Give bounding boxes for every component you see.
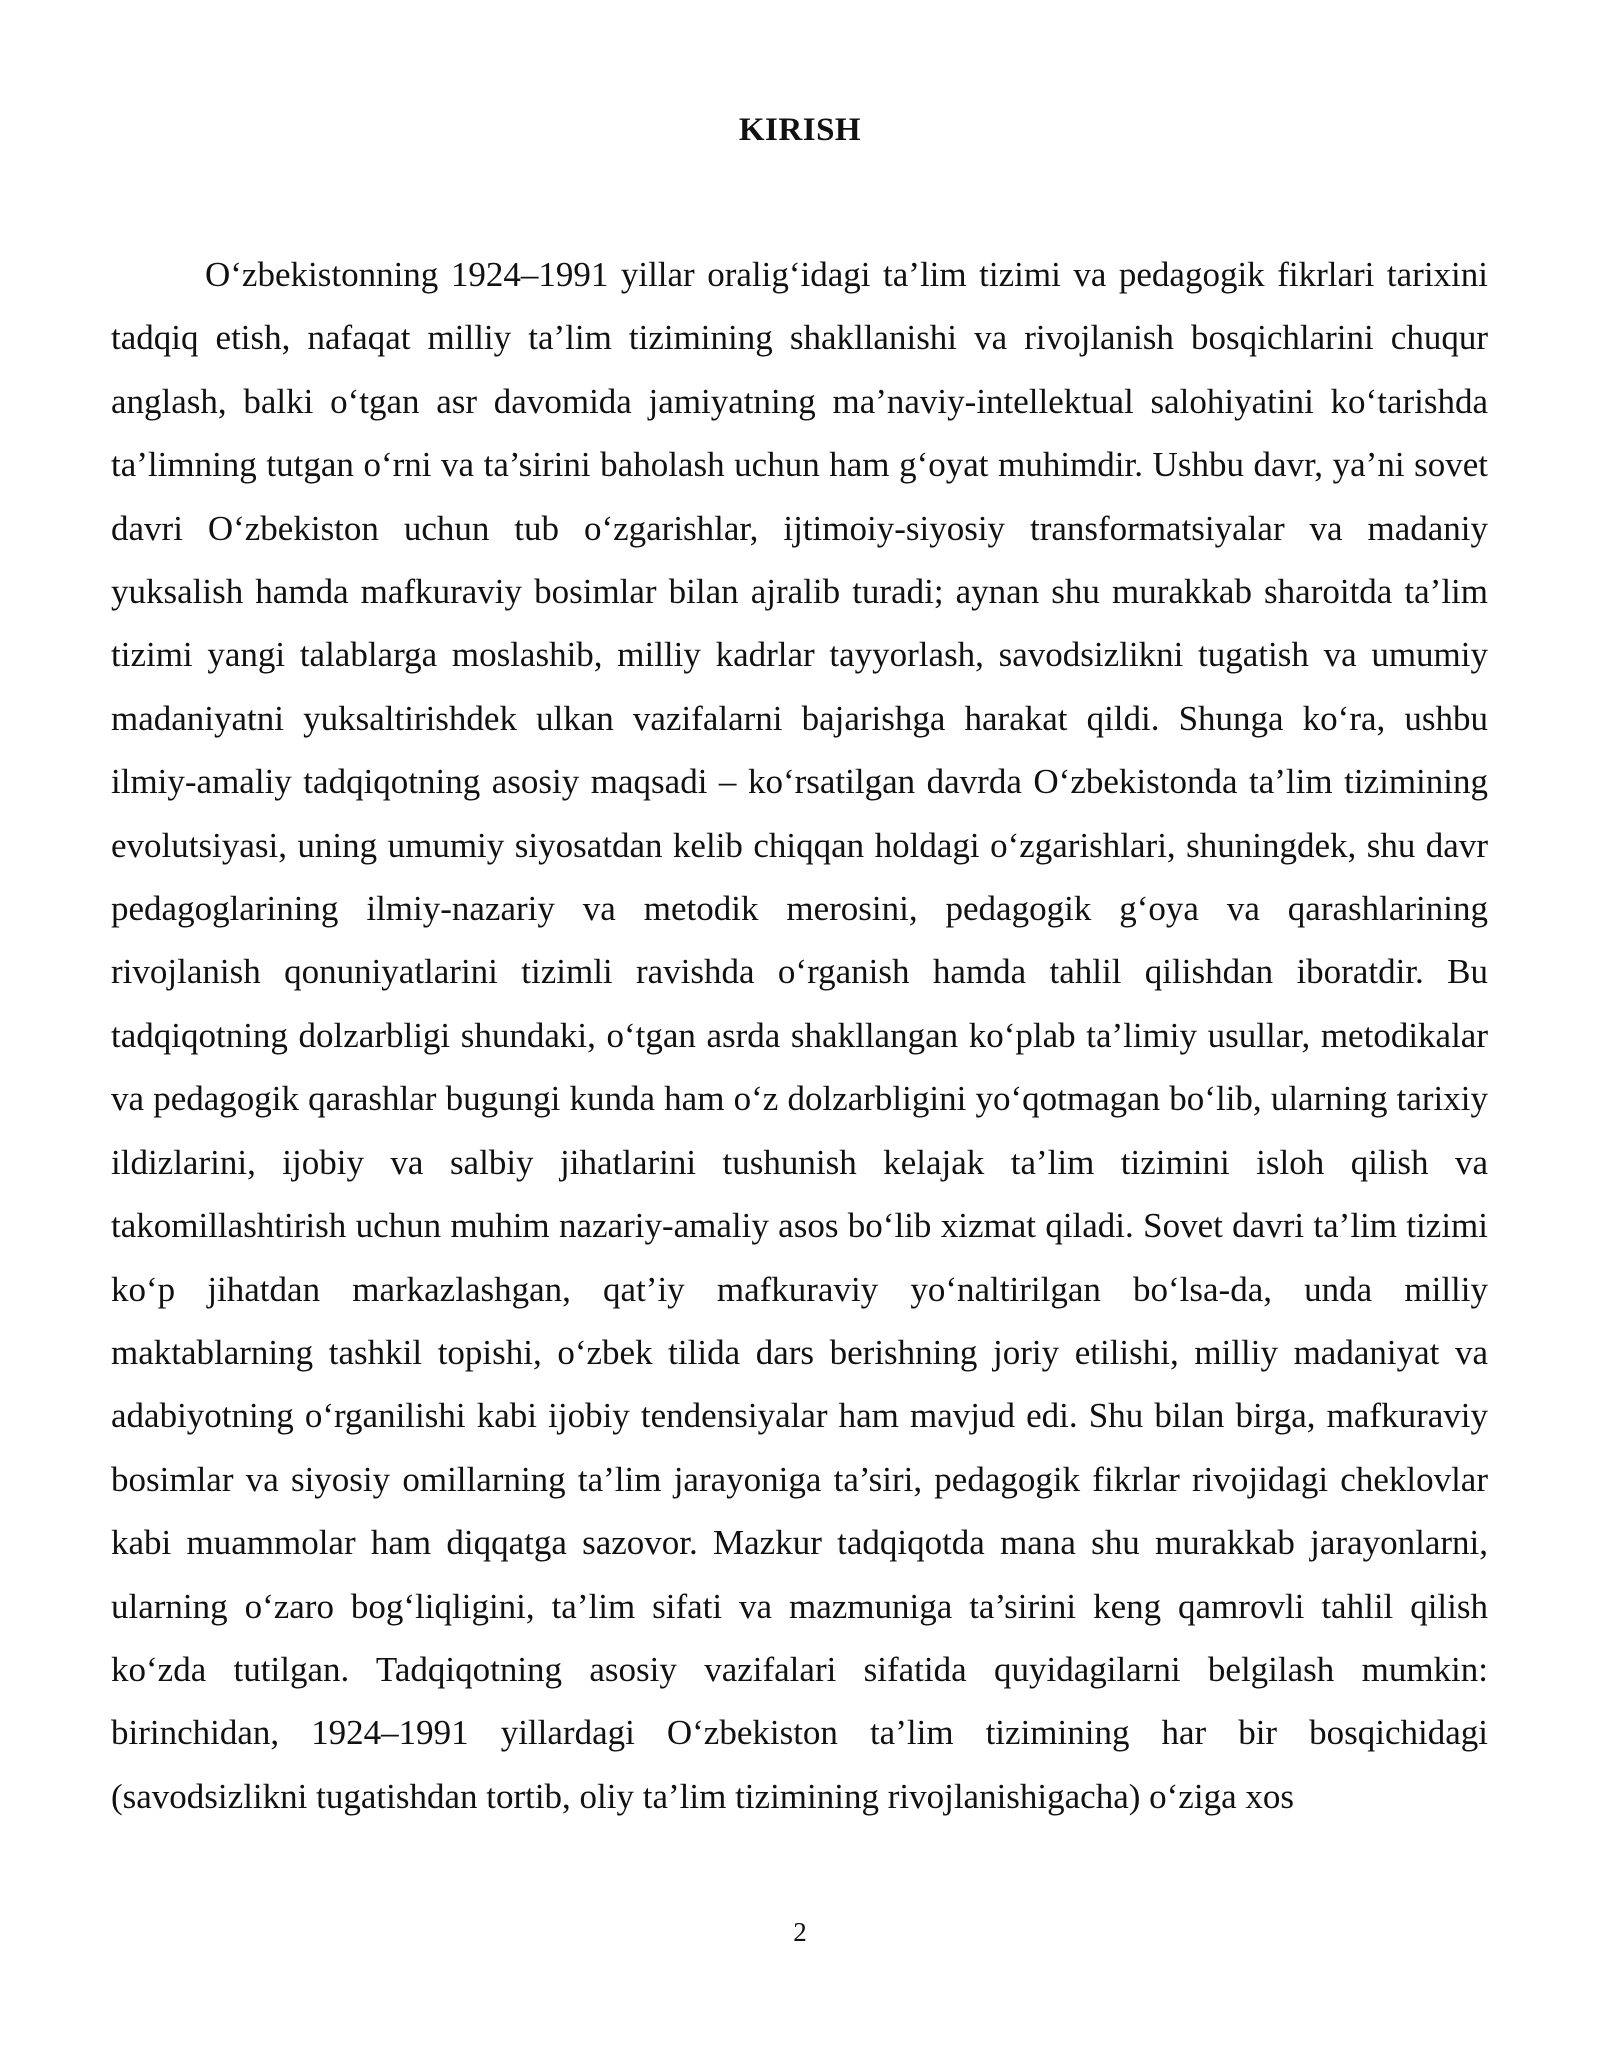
body-paragraph: O‘zbekistonning 1924–1991 yillar oralig‘idagi ta’lim tizimi va pedagogik fikrlari tarixini tadqiq etish, nafaqat milliy ta’lim tizimining shakllanishi va rivojlanish bosqichlarini chuqur anglash, balki o‘tgan asr davomida jamiyatning ma’naviy-intellektual salohiyatini ko‘tarishda ta’limning tutgan o‘rni va ta’sirini baholash uchun ham g‘oyat muhimdir. Ushbu davr, ya’ni sovet davri O‘zbekiston uchun tub o‘zgarishlar, ijtimoiy-siyosiy transformatsiyalar va madaniy yuksalish hamda mafkuraviy bosimlar bilan ajralib turadi; aynan shu murakkab sharoitda ta’lim tizimi yangi talablarga moslashib, milliy kadrlar tayyorlash, savodsizlikni tugatish va umumiy madaniyatni yuksaltirishdek ulkan vazifalarni bajarishga harakat qildi. Shunga ko‘ra, ushbu ilmiy-amaliy tadqiqotning asosiy maqsadi – ko‘rsatilgan davrda O‘zbekistonda ta’lim tizimining evolutsiyasi, uning umumiy siyosatdan kelib chiqqan holdagi o‘zgarishlari, shuningdek, shu davr pedagoglarining ilmiy-nazariy va metodik merosini, pedagogik g‘oya va qarashlarining rivojlanish qonuniyatlarini tizimli ravishda o‘rganish hamda tahlil qilishdan iboratdir. Bu tadqiqotning dolzarbligi shundaki, o‘tgan asrda shakllangan ko‘plab ta’limiy usullar, metodikalar va pedagogik qarashlar bugungi kunda ham o‘z dolzarbligini yo‘qotmagan bo‘lib, ularning tarixiy ildizlarini, ijobiy va salbiy jihatlarini tushunish kelajak ta’lim tizimini isloh qilish va takomillashtirish uchun muhim nazariy-amaliy asos bo‘lib xizmat qiladi. Sovet davri ta’lim tizimi ko‘p jihatdan markazlashgan, qat’iy mafkuraviy yo‘naltirilgan bo‘lsa-da, unda milliy maktablarning tashkil topishi, o‘zbek tilida dars berishning joriy etilishi, milliy madaniyat va adabiyotning o‘rganilishi kabi ijobiy tendensiyalar ham mavjud edi. Shu bilan birga, mafkuraviy bosimlar va siyosiy omillarning ta’lim jarayoniga ta’siri, pedagogik fikrlar rivojidagi cheklovlar kabi muammolar ham diqqatga sazovor. Mazkur tadqiqotda mana shu murakkab jarayonlarni, ularning o‘zaro bog‘liqligini, ta’lim sifati va mazmuniga ta’sirini keng qamrovli tahlil qilish ko‘zda tutilgan. Tadqiqotning asosiy vazifalari sifatida quyidagilarni belgilash mumkin: birinchidan, 1924–1991 yillardagi O‘zbekiston ta’lim tizimining har bir bosqichidagi (savodsizlikni tugatishdan tortib, oliy ta’lim tizimining rivojlanishigacha) o‘ziga xos	[111, 255, 1488, 1816]
page-number: 2	[793, 1917, 807, 1947]
section-heading: KIRISH	[738, 112, 862, 148]
